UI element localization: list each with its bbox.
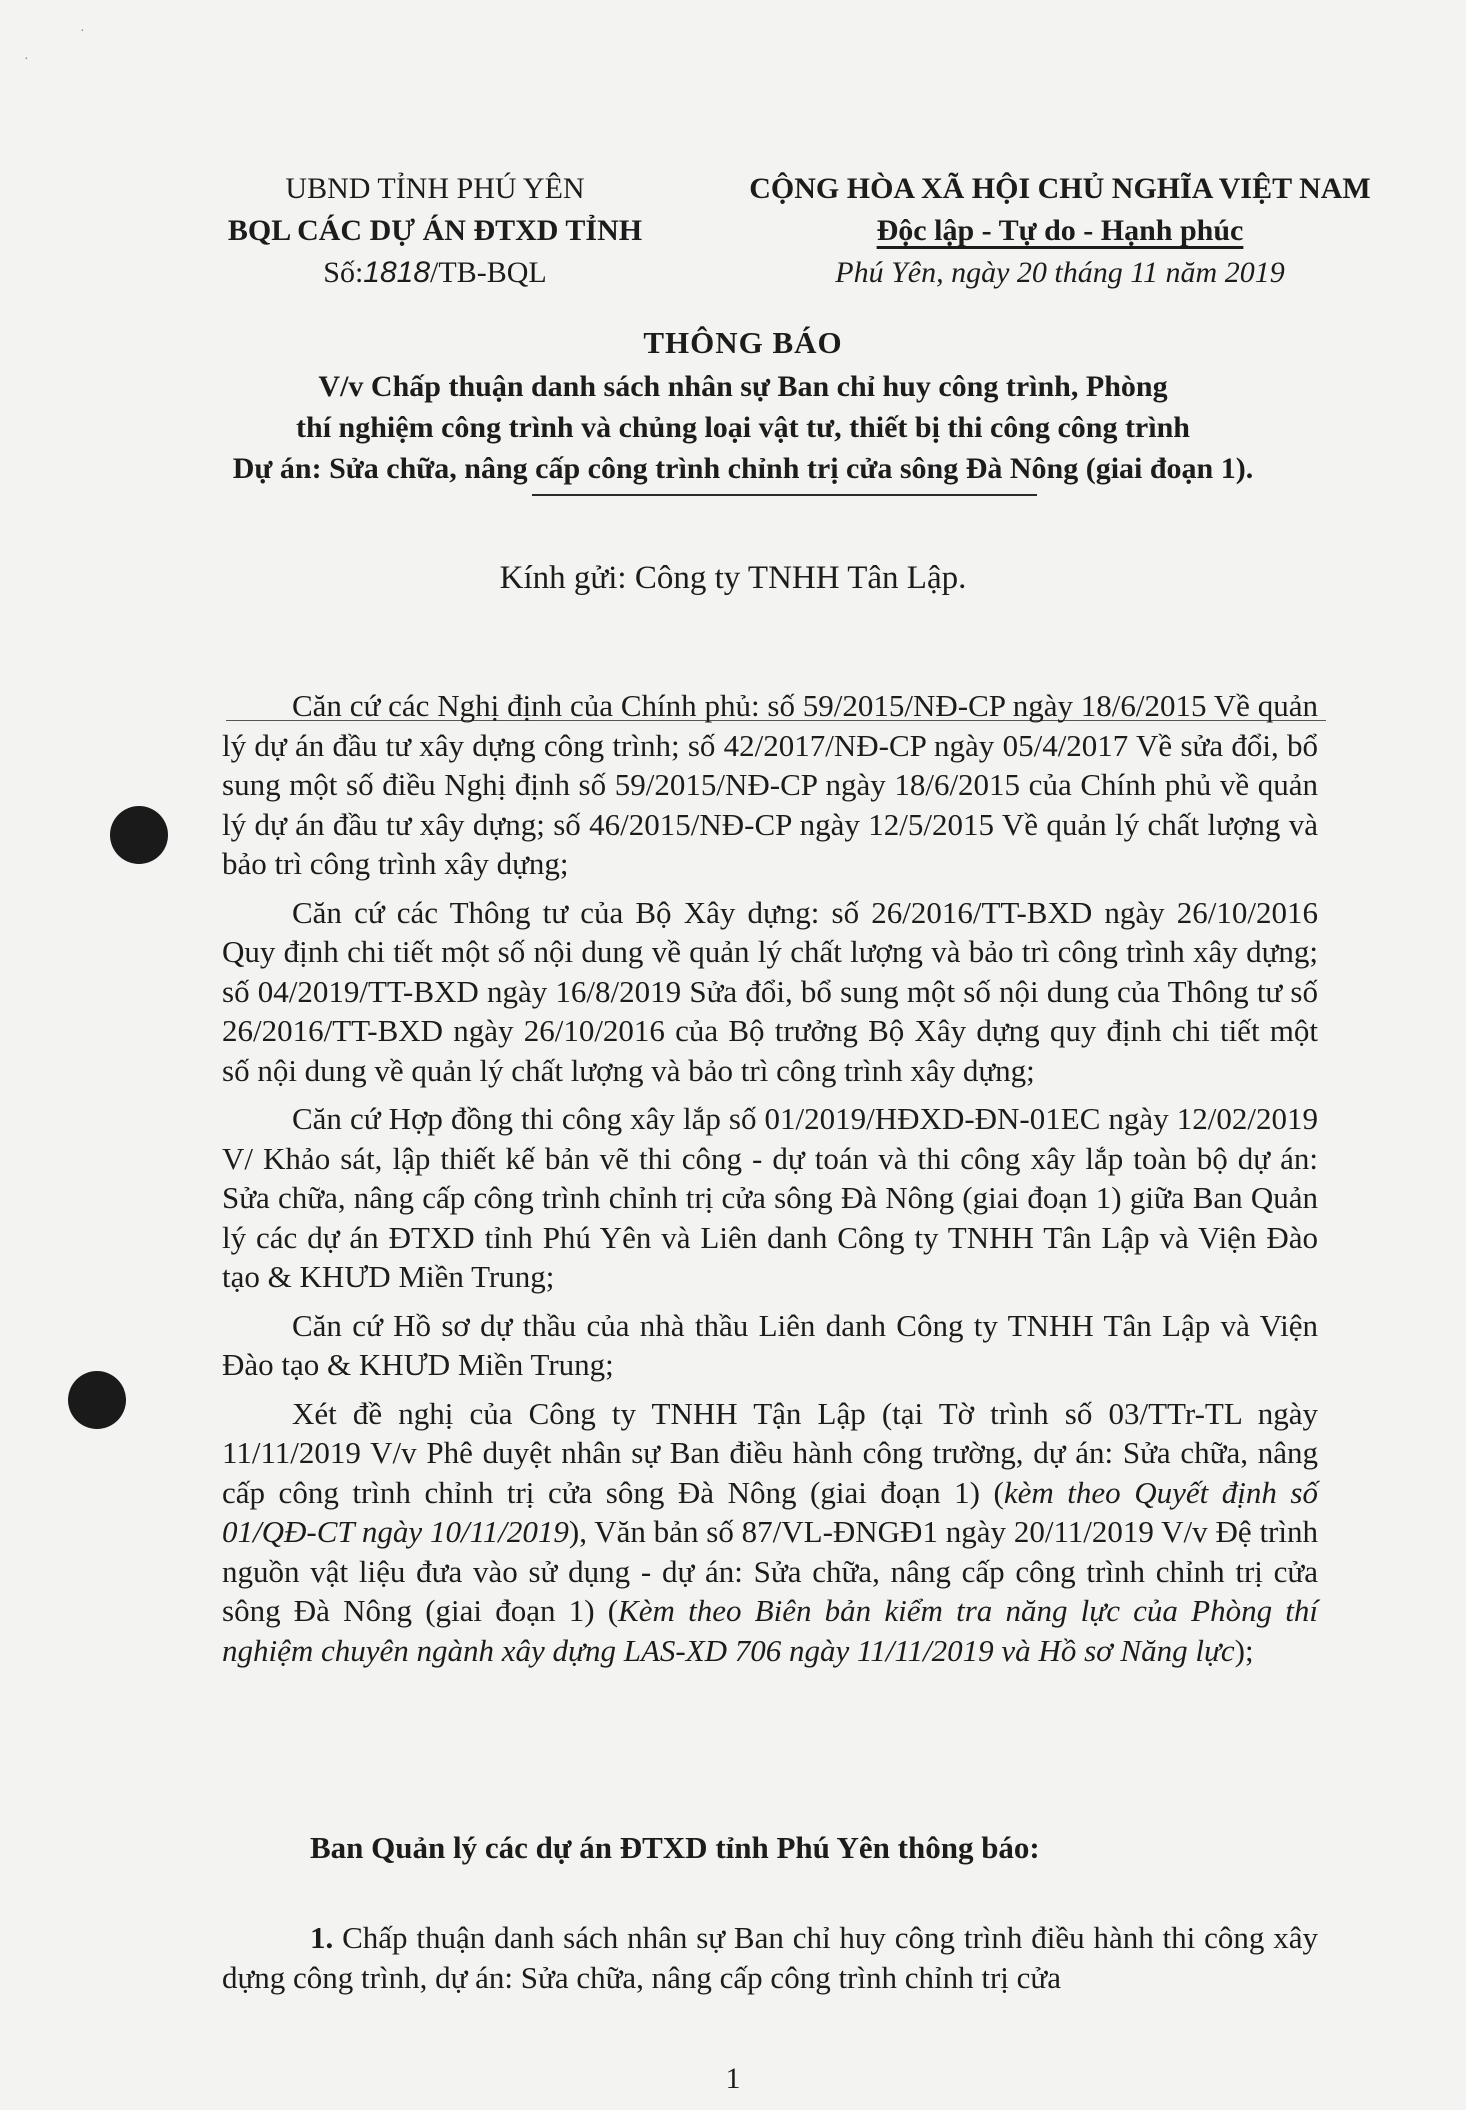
recipient: Kính gửi: Công ty TNHH Tân Lập. <box>499 560 967 596</box>
number-suffix: /TB-BQL <box>430 256 547 289</box>
country-name: CỘNG HÒA XÃ HỘI CHỦ NGHĨA VIỆT NAM <box>749 172 1371 205</box>
number-handwritten: 1818 <box>363 256 431 289</box>
request-text-a: Xét đề nghị của Công ty TNHH Tận Lập (tại Tờ trình số 03/TTr-TL ngày 11/11/2019 V/v Phê duyệt nhân sự Ban điều hành công trường, dự án: Sửa chữa, nâng cấp công trình chỉnh trị cửa sông Đà Nông (giai đoạn 1) ( <box>222 1395 1318 1510</box>
punch-hole <box>68 1371 126 1429</box>
subject-line-1: V/v Chấp thuận danh sách nhân sự Ban chỉ huy công trình, Phòng <box>318 370 1168 403</box>
request-text-e: ); <box>1234 1632 1254 1668</box>
issuer-block <box>200 168 670 294</box>
paragraph-bid: Căn cứ Hồ sơ dự thầu của nhà thầu Liên danh Công ty TNHH Tân Lập và Viện Đào tạo & KHƯD Miền Trung; <box>222 1307 1318 1382</box>
place-date: Phú Yên, ngày 20 tháng 11 năm 2019 <box>835 256 1285 289</box>
number-label: Số: <box>323 256 364 289</box>
punch-hole <box>110 806 168 864</box>
page-number: 1 <box>725 2062 741 2095</box>
document-subject <box>160 366 1326 489</box>
paragraph-contract: Căn cứ Hợp đồng thi công xây lắp số 01/2019/HĐXD-ĐN-01EC ngày 12/02/2019 V/ Khảo sát, lập thiết kế bản vẽ thi công - dự toán và thi công xây lắp toàn bộ dự án: Sửa chữa, nâng cấp công trình chỉnh trị cửa sông Đà Nông (giai đoạn 1) giữa Ban Quản lý các dự án ĐTXD tỉnh Phú Yên và Liên danh Công ty TNHH Tân Lập và Viện Đào tạo & KHƯD Miền Trung; <box>222 1101 1318 1294</box>
paragraph-circular: Căn cứ các Thông tư của Bộ Xây dựng: số 26/2016/TT-BXD ngày 26/10/2016 Quy định chi tiết một số nội dung về quản lý chất lượng và bảo trì công trình xây dựng; số 04/2019/TT-BXD ngày 16/8/2019 Sửa đổi, bổ sung một số nội dung của Thông tư số 26/2016/TT-BXD ngày 26/10/2016 của Bộ trưởng Bộ Xây dựng quy định chi tiết một số nội dung về quản lý chất lượng và bảo trì công trình xây dựng; <box>222 894 1318 1088</box>
request-text-c: ), Văn bản số 87/VL-ĐNGĐ1 ngày 20/11/2019 V/v Đệ trình nguồn vật liệu đưa vào sử dụng - dự án: Sửa chữa, nâng cấp công trình chỉnh trị cửa sông Đà Nông (giai đoạn 1) ( <box>222 1514 1318 1628</box>
item-text: Chấp thuận danh sách nhân sự Ban chỉ huy công trình điều hành thi công xây dựng công trình, dự án: Sửa chữa, nâng cấp công trình chỉnh trị cửa <box>222 1920 1318 1995</box>
issuer-line-1: UBND TỈNH PHÚ YÊN <box>285 172 585 205</box>
paragraph-request <box>222 1394 1318 1671</box>
subject-line-2: thí nghiệm công trình và chủng loại vật tư, thiết bị thi công công trình <box>296 411 1190 444</box>
subject-line-3: Dự án: Sửa chữa, nâng cấp công trình chỉnh trị cửa sông Đà Nông (giai đoạn 1). <box>232 452 1254 485</box>
issuer-line-2: BQL CÁC DỰ ÁN ĐTXD TỈNH <box>227 214 643 247</box>
request-text-d: Kèm theo Biên bản kiểm tra năng lực của Phòng thí nghiệm chuyên ngành xây dựng LAS-XD 706 ngày 11/11/2019 và Hồ sơ Năng lực <box>222 1593 1318 1668</box>
body-text <box>222 686 1318 1679</box>
scan-speck: · <box>80 24 85 39</box>
national-motto: Độc lập - Tự do - Hạnh phúc <box>876 214 1244 247</box>
item-number: 1. <box>310 1920 334 1955</box>
scan-speck: · <box>24 52 29 67</box>
subject-underline <box>532 494 1037 496</box>
document-title: THÔNG BÁO <box>643 325 843 360</box>
paragraph-decree: Căn cứ các Nghị định của Chính phủ: số 59/2015/NĐ-CP ngày 18/6/2015 Về quản lý dự án đầu tư xây dựng công trình; số 42/2017/NĐ-CP ngày 05/4/2017 Về sửa đổi, bổ sung một số điều Nghị định số 59/2015/NĐ-CP ngày 18/6/2015 của Chính phủ về quản lý dự án đầu tư xây dựng; số 46/2015/NĐ-CP ngày 12/5/2015 Về quản lý chất lượng và bảo trì công trình xây dựng; <box>222 688 1318 881</box>
item-1 <box>222 1918 1318 1998</box>
national-header <box>730 168 1390 294</box>
request-text-b: kèm theo Quyết định số 01/QĐ-CT ngày 10/11/2019 <box>222 1474 1318 1549</box>
document-number <box>200 252 670 294</box>
announcement-heading: Ban Quản lý các dự án ĐTXD tỉnh Phú Yên thông báo: <box>310 1830 1040 1865</box>
